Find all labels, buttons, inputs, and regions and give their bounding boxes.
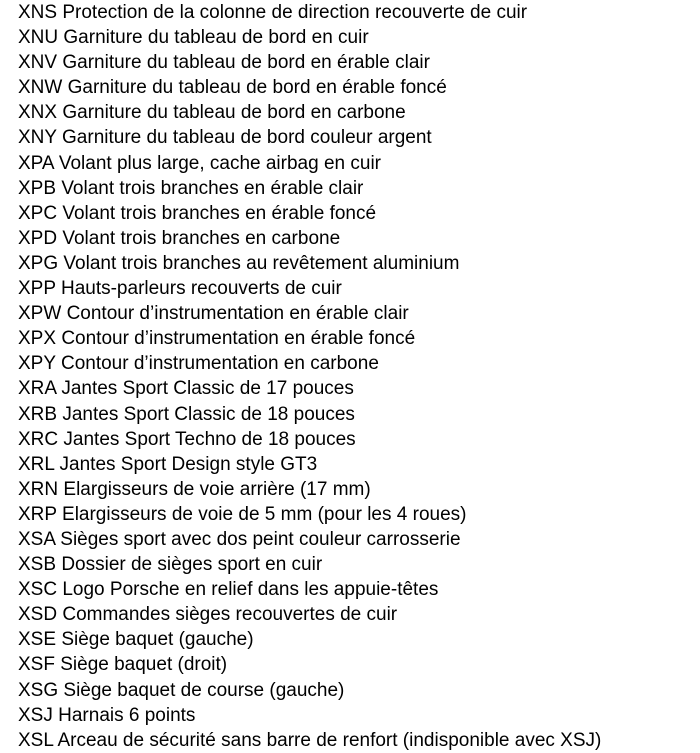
list-item <box>18 678 700 703</box>
option-code: XSJ <box>18 704 53 726</box>
list-item <box>18 477 700 502</box>
option-code: XSC <box>18 579 58 601</box>
list-item <box>18 301 700 326</box>
option-description: Dossier de sièges sport en cuir <box>61 554 323 576</box>
list-item <box>18 452 700 477</box>
option-code: XNW <box>18 77 63 99</box>
list-item <box>18 326 700 351</box>
list-item <box>18 351 700 376</box>
list-item <box>18 176 700 201</box>
option-code: XNX <box>18 102 58 124</box>
option-code: XRP <box>18 503 57 525</box>
option-description: Garniture du tableau de bord en érable foncé <box>67 77 447 99</box>
option-code: XSE <box>18 629 57 651</box>
option-code-list <box>18 0 700 753</box>
option-description: Jantes Sport Classic de 17 pouces <box>61 378 354 400</box>
option-description: Contour d’instrumentation en carbone <box>60 353 379 375</box>
option-code: XPW <box>18 303 62 325</box>
list-item <box>18 50 700 75</box>
option-description: Jantes Sport Design style GT3 <box>59 453 318 475</box>
list-item <box>18 100 700 125</box>
option-code: XPG <box>18 252 59 274</box>
list-item <box>18 25 700 50</box>
option-description: Siège baquet (gauche) <box>61 629 254 651</box>
option-description: Elargisseurs de voie de 5 mm (pour les 4 roues) <box>62 503 467 525</box>
option-code: XRB <box>18 403 58 425</box>
option-code: XPB <box>18 177 57 199</box>
option-description: Jantes Sport Classic de 18 pouces <box>62 403 355 425</box>
option-description: Contour d’instrumentation en érable foncé <box>61 328 416 350</box>
option-code: XPD <box>18 227 58 249</box>
option-description: Contour d’instrumentation en érable clair <box>66 303 409 325</box>
list-item <box>18 0 700 25</box>
option-description: Protection de la colonne de direction recouverte de cuir <box>62 2 528 23</box>
option-code: XRC <box>18 428 59 450</box>
option-description: Volant plus large, cache airbag en cuir <box>58 152 381 174</box>
list-item <box>18 402 700 427</box>
list-item <box>18 201 700 226</box>
option-description: Jantes Sport Techno de 18 pouces <box>63 428 356 450</box>
list-item <box>18 251 700 276</box>
list-item <box>18 125 700 150</box>
option-code: XSF <box>18 654 55 676</box>
list-item <box>18 552 700 577</box>
option-description: Commandes sièges recouvertes de cuir <box>62 604 398 626</box>
list-item <box>18 728 700 753</box>
list-item <box>18 376 700 401</box>
option-description: Harnais 6 points <box>58 704 196 726</box>
list-item <box>18 502 700 527</box>
option-description: Siège baquet (droit) <box>60 654 228 676</box>
option-code: XNS <box>18 2 58 23</box>
option-code: XSD <box>18 604 58 626</box>
list-item <box>18 577 700 602</box>
list-item <box>18 226 700 251</box>
list-item <box>18 427 700 452</box>
option-code: XPC <box>18 202 58 224</box>
option-code: XSA <box>18 528 55 550</box>
list-item <box>18 627 700 652</box>
option-code: XSL <box>18 729 54 751</box>
option-code: XPX <box>18 328 57 350</box>
list-item <box>18 602 700 627</box>
option-description: Volant trois branches en carbone <box>62 227 341 249</box>
list-item <box>18 75 700 100</box>
option-description: Volant trois branches en érable clair <box>61 177 364 199</box>
list-item <box>18 151 700 176</box>
option-code: XSG <box>18 679 59 701</box>
option-description: Hauts-parleurs recouverts de cuir <box>60 278 342 300</box>
option-code: XRN <box>18 478 59 500</box>
option-code: XPA <box>18 152 54 174</box>
option-description: Volant trois branches au revêtement aluminium <box>63 252 460 274</box>
option-description: Garniture du tableau de bord en érable clair <box>62 52 430 74</box>
list-item <box>18 703 700 728</box>
option-code: XPY <box>18 353 56 375</box>
option-code: XNV <box>18 52 58 74</box>
option-code: XRA <box>18 378 57 400</box>
option-description: Garniture du tableau de bord en cuir <box>63 27 369 49</box>
option-description: Elargisseurs de voie arrière (17 mm) <box>63 478 371 500</box>
option-code: XSB <box>18 554 57 576</box>
list-item <box>18 652 700 677</box>
list-item <box>18 527 700 552</box>
option-code: XNY <box>18 127 57 149</box>
list-item <box>18 276 700 301</box>
option-code: XPP <box>18 278 56 300</box>
option-code: XRL <box>18 453 55 475</box>
option-code: XNU <box>18 27 59 49</box>
option-description: Garniture du tableau de bord couleur argent <box>62 127 432 149</box>
option-description: Sièges sport avec dos peint couleur carrosserie <box>60 528 461 550</box>
option-description: Arceau de sécurité sans barre de renfort (indisponible avec XSJ) <box>57 729 602 751</box>
option-description: Logo Porsche en relief dans les appuie-têtes <box>62 579 439 601</box>
option-description: Garniture du tableau de bord en carbone <box>62 102 406 124</box>
option-description: Volant trois branches en érable foncé <box>62 202 377 224</box>
option-description: Siège baquet de course (gauche) <box>63 679 345 701</box>
